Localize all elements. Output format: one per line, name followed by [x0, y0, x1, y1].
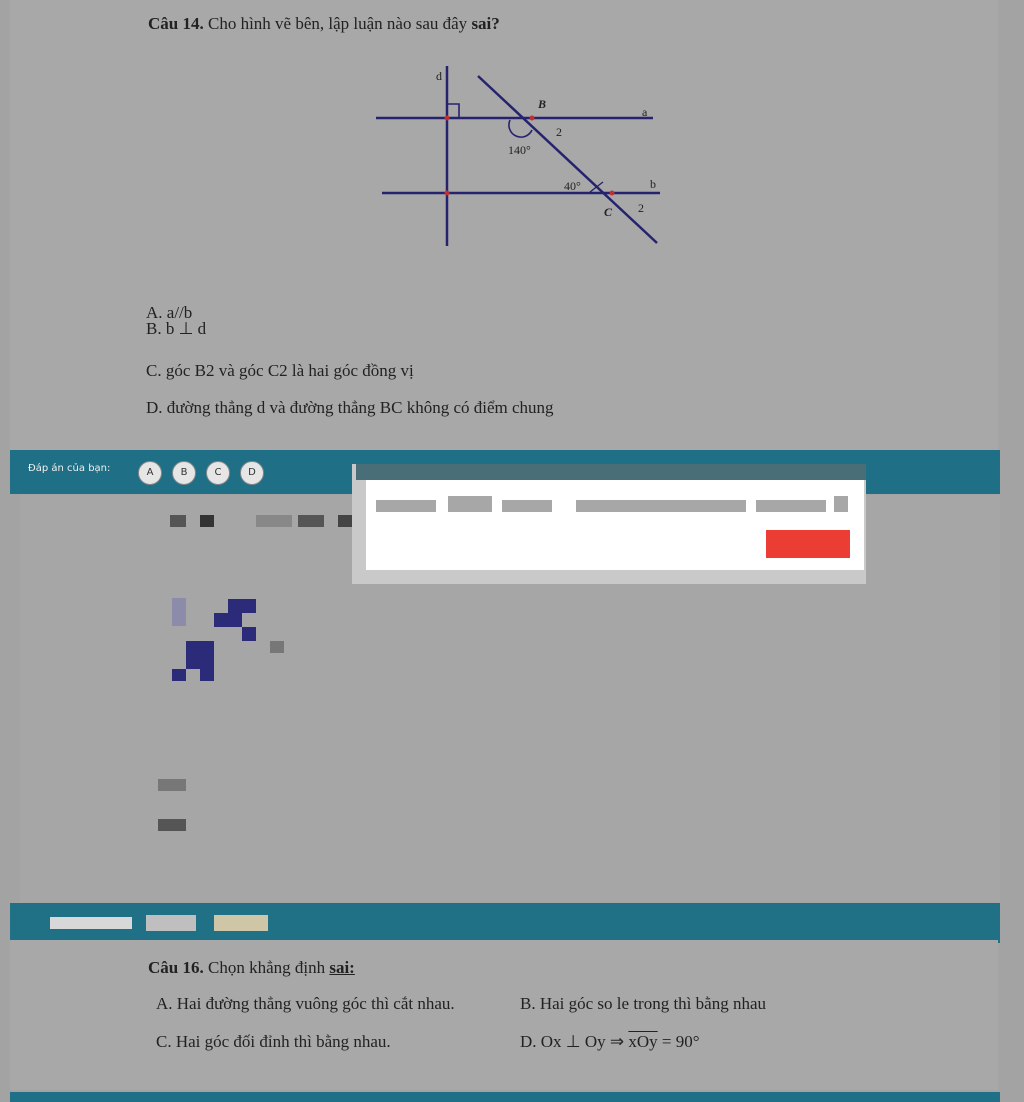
answer-bar-obscured: [10, 903, 1000, 943]
label-d: d: [436, 69, 442, 83]
label-b: b: [650, 177, 656, 191]
question-14-card: [10, 0, 998, 452]
label-point-b: B: [538, 97, 547, 111]
line-bc: [478, 76, 657, 243]
option-b: B. b ⊥ d: [146, 319, 207, 338]
label-angle-140: 140°: [508, 143, 531, 157]
label-b2: 2: [556, 125, 562, 139]
choice-b-button[interactable]: B: [172, 461, 196, 485]
obscured-option: [158, 819, 186, 831]
choice-d-button[interactable]: D: [240, 461, 264, 485]
question-16-card: [10, 940, 998, 1090]
obscured-option: [158, 779, 186, 791]
popup-header: [356, 464, 866, 480]
popup-action-button[interactable]: [766, 530, 850, 558]
question-16-title: Câu 16. Chọn khẳng định sai:: [148, 958, 355, 977]
right-angle-mark: [447, 104, 459, 118]
choice-a-button[interactable]: A: [138, 461, 162, 485]
popup-body: [366, 480, 864, 570]
answer-bar-16: [10, 1092, 1000, 1102]
answer-label: Đáp án của bạn:: [28, 463, 111, 474]
q16-option-d: D. Ox ⊥ Oy ⇒ $\overline{xOy} = 90^\circ$: [520, 1032, 700, 1051]
option-a: A. a//b: [146, 303, 193, 322]
option-d: D. đường thẳng d và đường thẳng BC không có điểm chung: [146, 398, 554, 417]
geometry-figure: [370, 60, 680, 255]
label-c2: 2: [638, 201, 644, 215]
choice-c-button[interactable]: C: [206, 461, 230, 485]
option-c: C. góc B2 và góc C2 là hai góc đồng vị: [146, 361, 414, 380]
notification-popup: [352, 464, 866, 584]
q16-option-a: A. Hai đường thẳng vuông góc thì cắt nhau.: [156, 994, 455, 1013]
label-point-c: C: [604, 205, 613, 219]
q16-option-c: C. Hai góc đối đỉnh thì bằng nhau.: [156, 1032, 391, 1051]
q16-option-b: B. Hai góc so le trong thì bằng nhau: [520, 994, 766, 1013]
question-14-title: Câu 14. Cho hình vẽ bên, lập luận nào sau đây sai?: [148, 14, 500, 33]
label-angle-40: 40°: [564, 179, 581, 193]
label-a: a: [642, 105, 648, 119]
